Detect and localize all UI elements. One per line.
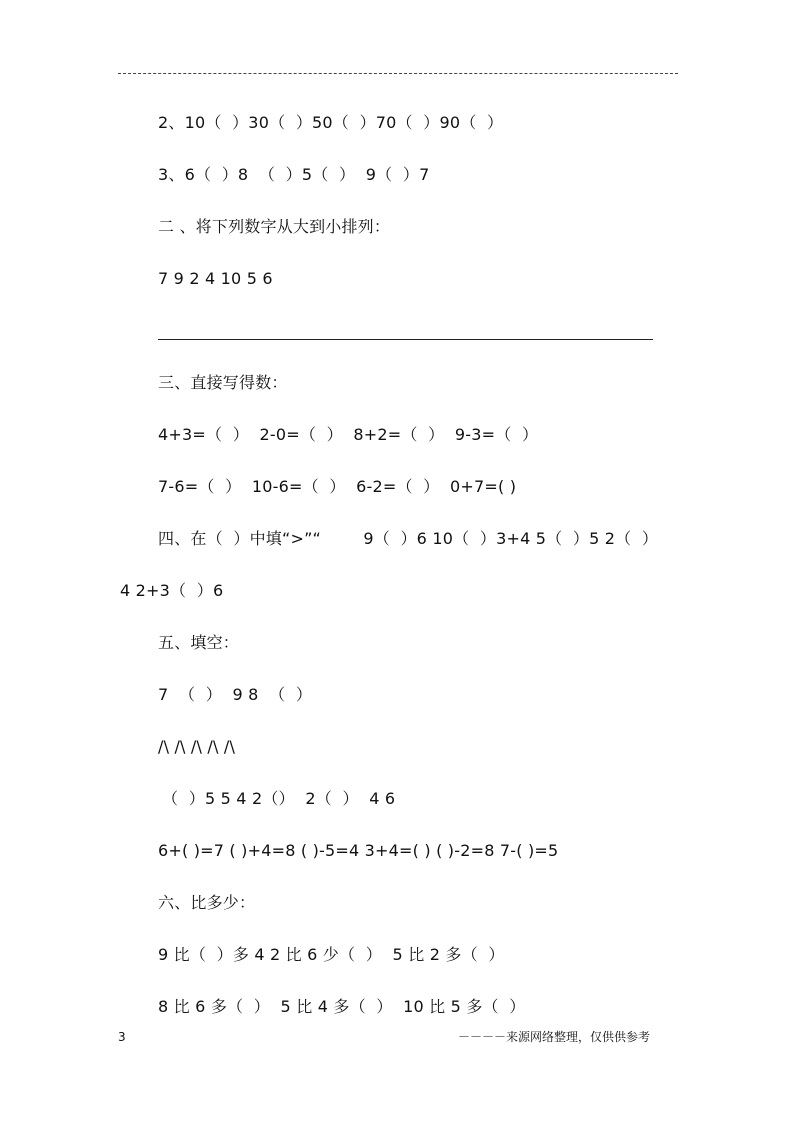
section-5-heading: 五、填空： (158, 633, 240, 652)
arithmetic-row-1: 4+3=（ ） 2-0=（ ） 8+2=（ ） 9-3=（ ） (158, 425, 539, 444)
answer-line (158, 339, 653, 340)
arithmetic-row-2: 7-6=（ ） 10-6=（ ） 6-2=（ ） 0+7=( ) (158, 477, 517, 496)
section-2-heading: 二 、将下列数字从大到小排列： (158, 217, 391, 236)
split-symbols: /\ /\ /\ /\ /\ (158, 737, 236, 756)
equation-row: 6+( )=7 ( )+4=8 ( )-5=4 3+4=( ) ( )-2=8 7-( )=5 (158, 841, 559, 860)
question-3-compare: 3、6（ ）8 （ ）5（ ） 9（ ）7 (158, 165, 430, 184)
header-dashed-rule (118, 73, 678, 74)
section-3-heading: 三、直接写得数： (158, 373, 288, 392)
fill-row-bottom: （ ）5 5 4 2（） 2（ ） 4 6 (162, 789, 396, 808)
page-number: 3 (118, 1030, 126, 1044)
comparison-row-1: 9 比（ ）多 4 2 比 6 少（ ） 5 比 2 多（ ） (158, 945, 505, 964)
comparison-row-2: 8 比 6 多（ ） 5 比 4 多（ ） 10 比 5 多（ ） (158, 997, 526, 1016)
section-6-heading: 六、比多少： (158, 893, 256, 912)
footer-source-note: －－－－来源网络整理，仅供供参考 (458, 1030, 651, 1044)
section-4-continuation: 4 2+3（ ）6 (120, 581, 224, 600)
section-4-heading: 四、在（ ）中填“>”“ 9（ ）6 10（ ）3+4 5（ ）5 2（ ） (158, 529, 659, 548)
numbers-to-sort: 7 9 2 4 10 5 6 (158, 269, 273, 288)
question-2-sequence: 2、10（ ）30（ ）50（ ）70（ ）90（ ） (158, 113, 504, 132)
fill-row-top: 7 （ ） 9 8 （ ） (158, 685, 313, 704)
